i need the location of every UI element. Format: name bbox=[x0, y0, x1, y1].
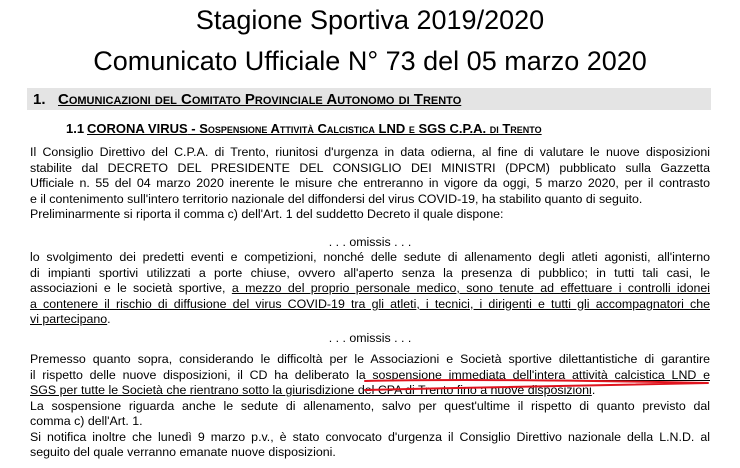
subsection-title-rest: - Sospensione Attività Calcistica LND e SGS C.P.A. di Trento bbox=[187, 121, 542, 136]
intro-line: stabilite dal DECRETO DEL PRESIDENTE DEL CONSIGLIO DEI MINISTRI (DPCM) pubblicato sulla Gazzetta bbox=[30, 160, 710, 175]
decision-underlined-text: sospensione immediata dell'intera attività calcistica LND e bbox=[372, 367, 710, 382]
intro-paragraph bbox=[30, 145, 710, 223]
section-number: 1. bbox=[33, 91, 46, 108]
quote-period: . bbox=[107, 312, 111, 326]
omissis-marker: . . . omissis . . . bbox=[328, 235, 412, 249]
communique-title: Comunicato Ufficiale N° 73 del 05 marzo 2020 bbox=[93, 46, 647, 76]
decision-line: Premesso quanto sopra, considerando le difficoltà per le Associazioni e Società sportive dilettantistiche di garantire bbox=[30, 352, 710, 366]
subsection-number: 1.1 bbox=[66, 121, 85, 136]
decision-period: . bbox=[591, 383, 596, 397]
season-title: Stagione Sportiva 2019/2020 bbox=[195, 5, 545, 35]
decision-paragraph bbox=[30, 352, 710, 461]
decision-line: comma c) dell'Art. 1. bbox=[30, 414, 143, 428]
decision-text: il rispetto delle nuove disposizioni, il CD ha deliberato la bbox=[30, 367, 373, 382]
quote-line: lo svolgimento dei predetti eventi e competizioni, nonché delle sedute di allenamento degli atleti agonisti, all'interno bbox=[30, 250, 710, 264]
decision-line bbox=[30, 383, 710, 399]
decision-line: seguito del quale verranno emanate nuove disposizioni. bbox=[30, 445, 336, 459]
decision-line: La sospensione riguarda anche le sedute di allenamento, salvo per quest'ultime il rispetto di quanto previsto dal bbox=[30, 398, 710, 413]
decree-quote bbox=[30, 250, 710, 328]
intro-line: Ufficiale n. 55 del 04 marzo 2020 inerente le misure che entreranno in vigore da oggi, 5 marzo 2020, per il contrasto bbox=[30, 176, 710, 190]
omissis-marker: . . . omissis . . . bbox=[328, 331, 412, 345]
decision-line bbox=[30, 368, 710, 384]
quote-underlined-line: a contenere il rischio di diffusione del virus COVID-19 tra gli atleti, i tecnici, i dirigenti e tutti gli accompagnatori che bbox=[30, 296, 710, 311]
quote-line bbox=[30, 281, 710, 297]
quote-underlined-text: vi partecipano bbox=[30, 312, 108, 326]
quote-line: di impianti sportivi utilizzati a porte chiuse, ovvero all'aperto senza la presenza di pubblico; in tutti tali casi, le bbox=[30, 265, 710, 280]
quote-line bbox=[30, 312, 710, 328]
decision-underlined-text: SGS per tutte le Società che rientrano sotto la giurisdizione del CPA di Trento fino a nuove disposizioni bbox=[30, 383, 592, 397]
intro-line: e il contenimento sull'intero territorio nazionale del diffondersi del virus COVID-19, ha stabilito quanto di seguito. bbox=[30, 191, 643, 206]
quote-underlined-text: a mezzo del proprio personale medico, sono tenute ad effettuare i controlli idonei bbox=[231, 281, 710, 295]
section-title: Comunicazioni del Comitato Provinciale Autonomo di Trento bbox=[58, 91, 462, 108]
subsection-title bbox=[87, 120, 542, 138]
intro-line: Preliminarmente si riporta il comma c) dell'Art. 1 del suddetto Decreto il quale dispone: bbox=[30, 207, 504, 221]
intro-line: Il Consiglio Direttivo del C.P.A. di Trento, riunitosi d'urgenza in data odierna, al fine di valutare le nuove disposizioni bbox=[30, 145, 710, 159]
subsection-title-main: CORONA VIRUS bbox=[87, 121, 188, 136]
quote-text: associazioni e le società sportive, bbox=[30, 281, 232, 295]
decision-line: Si notifica inoltre che lunedì 9 marzo p.v., è stato convocato d'urgenza il Consiglio Direttivo nazionale della L.N.D. al bbox=[30, 429, 710, 444]
